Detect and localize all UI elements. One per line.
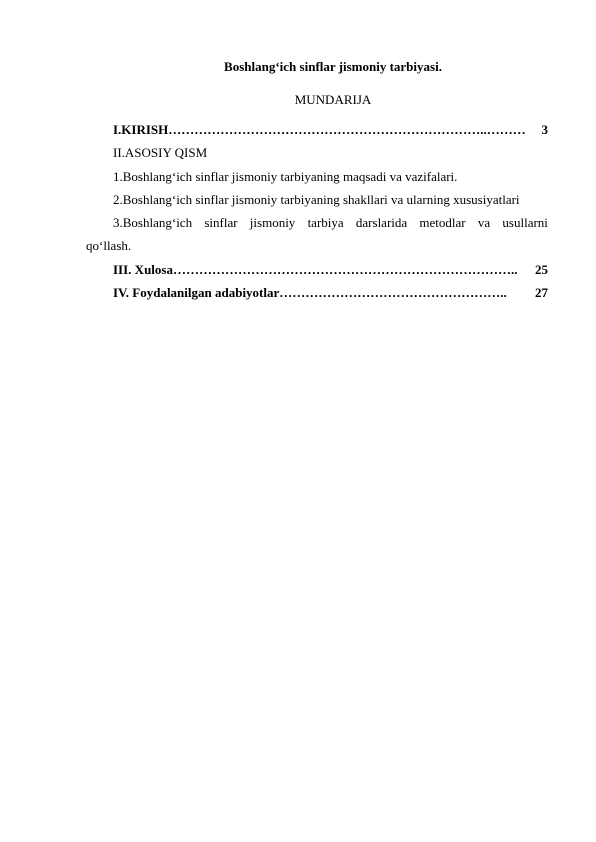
toc-word: darslarida <box>355 215 408 231</box>
toc-word: tarbiya <box>307 215 344 231</box>
toc-entry-label: III. Xulosa <box>113 261 173 277</box>
toc-entry-label: II.ASOSIY QISM <box>113 145 208 161</box>
toc-entry-item-2[interactable] <box>86 188 548 211</box>
toc-heading: MUNDARIJA <box>294 92 372 107</box>
toc-word: jismoniy <box>249 215 296 231</box>
toc-entry-intro[interactable] <box>86 118 548 141</box>
toc-entry-label: I.KIRISH <box>113 122 169 137</box>
toc-entry-references[interactable] <box>86 281 548 304</box>
toc-entry-item-3[interactable] <box>86 211 548 234</box>
toc-word: usullarni <box>502 215 548 231</box>
toc-page-number: 3 <box>541 122 548 137</box>
toc-page-number: 25 <box>535 261 548 277</box>
toc-word: sinflar <box>204 215 238 231</box>
document-title: Boshlang‘ich sinflar jismoniy tarbiyasi. <box>224 59 442 74</box>
toc-entry-conclusion[interactable] <box>86 258 548 281</box>
toc-word: metodlar <box>419 215 466 231</box>
toc-word: va <box>477 215 491 231</box>
toc-word: 3.Boshlang‘ich <box>113 215 193 231</box>
toc-entry-item-1[interactable] <box>86 165 548 188</box>
toc-entry-label: 1.Boshlang‘ich sinflar jismoniy tarbiyaning maqsadi va vazifalari. <box>113 168 458 184</box>
toc-entry-label: IV. Foydalanilgan adabiyotlar <box>113 285 280 301</box>
table-of-contents <box>86 118 548 304</box>
toc-page-number: 27 <box>535 285 548 301</box>
toc-entry-main-part[interactable] <box>86 141 548 164</box>
toc-dot-leader: …………………………………………………………………….. <box>172 261 518 277</box>
toc-dot-leader: …………………………………………….. <box>279 285 507 301</box>
toc-entry-item-3-continuation <box>86 234 548 257</box>
toc-dot-leader: ………………………………………………………………..……… <box>168 122 526 137</box>
toc-entry-label: qo‘llash. <box>86 238 132 254</box>
toc-entry-label: 2.Boshlang‘ich sinflar jismoniy tarbiyaning shakllari va ularning xususiyatlari <box>113 191 520 207</box>
